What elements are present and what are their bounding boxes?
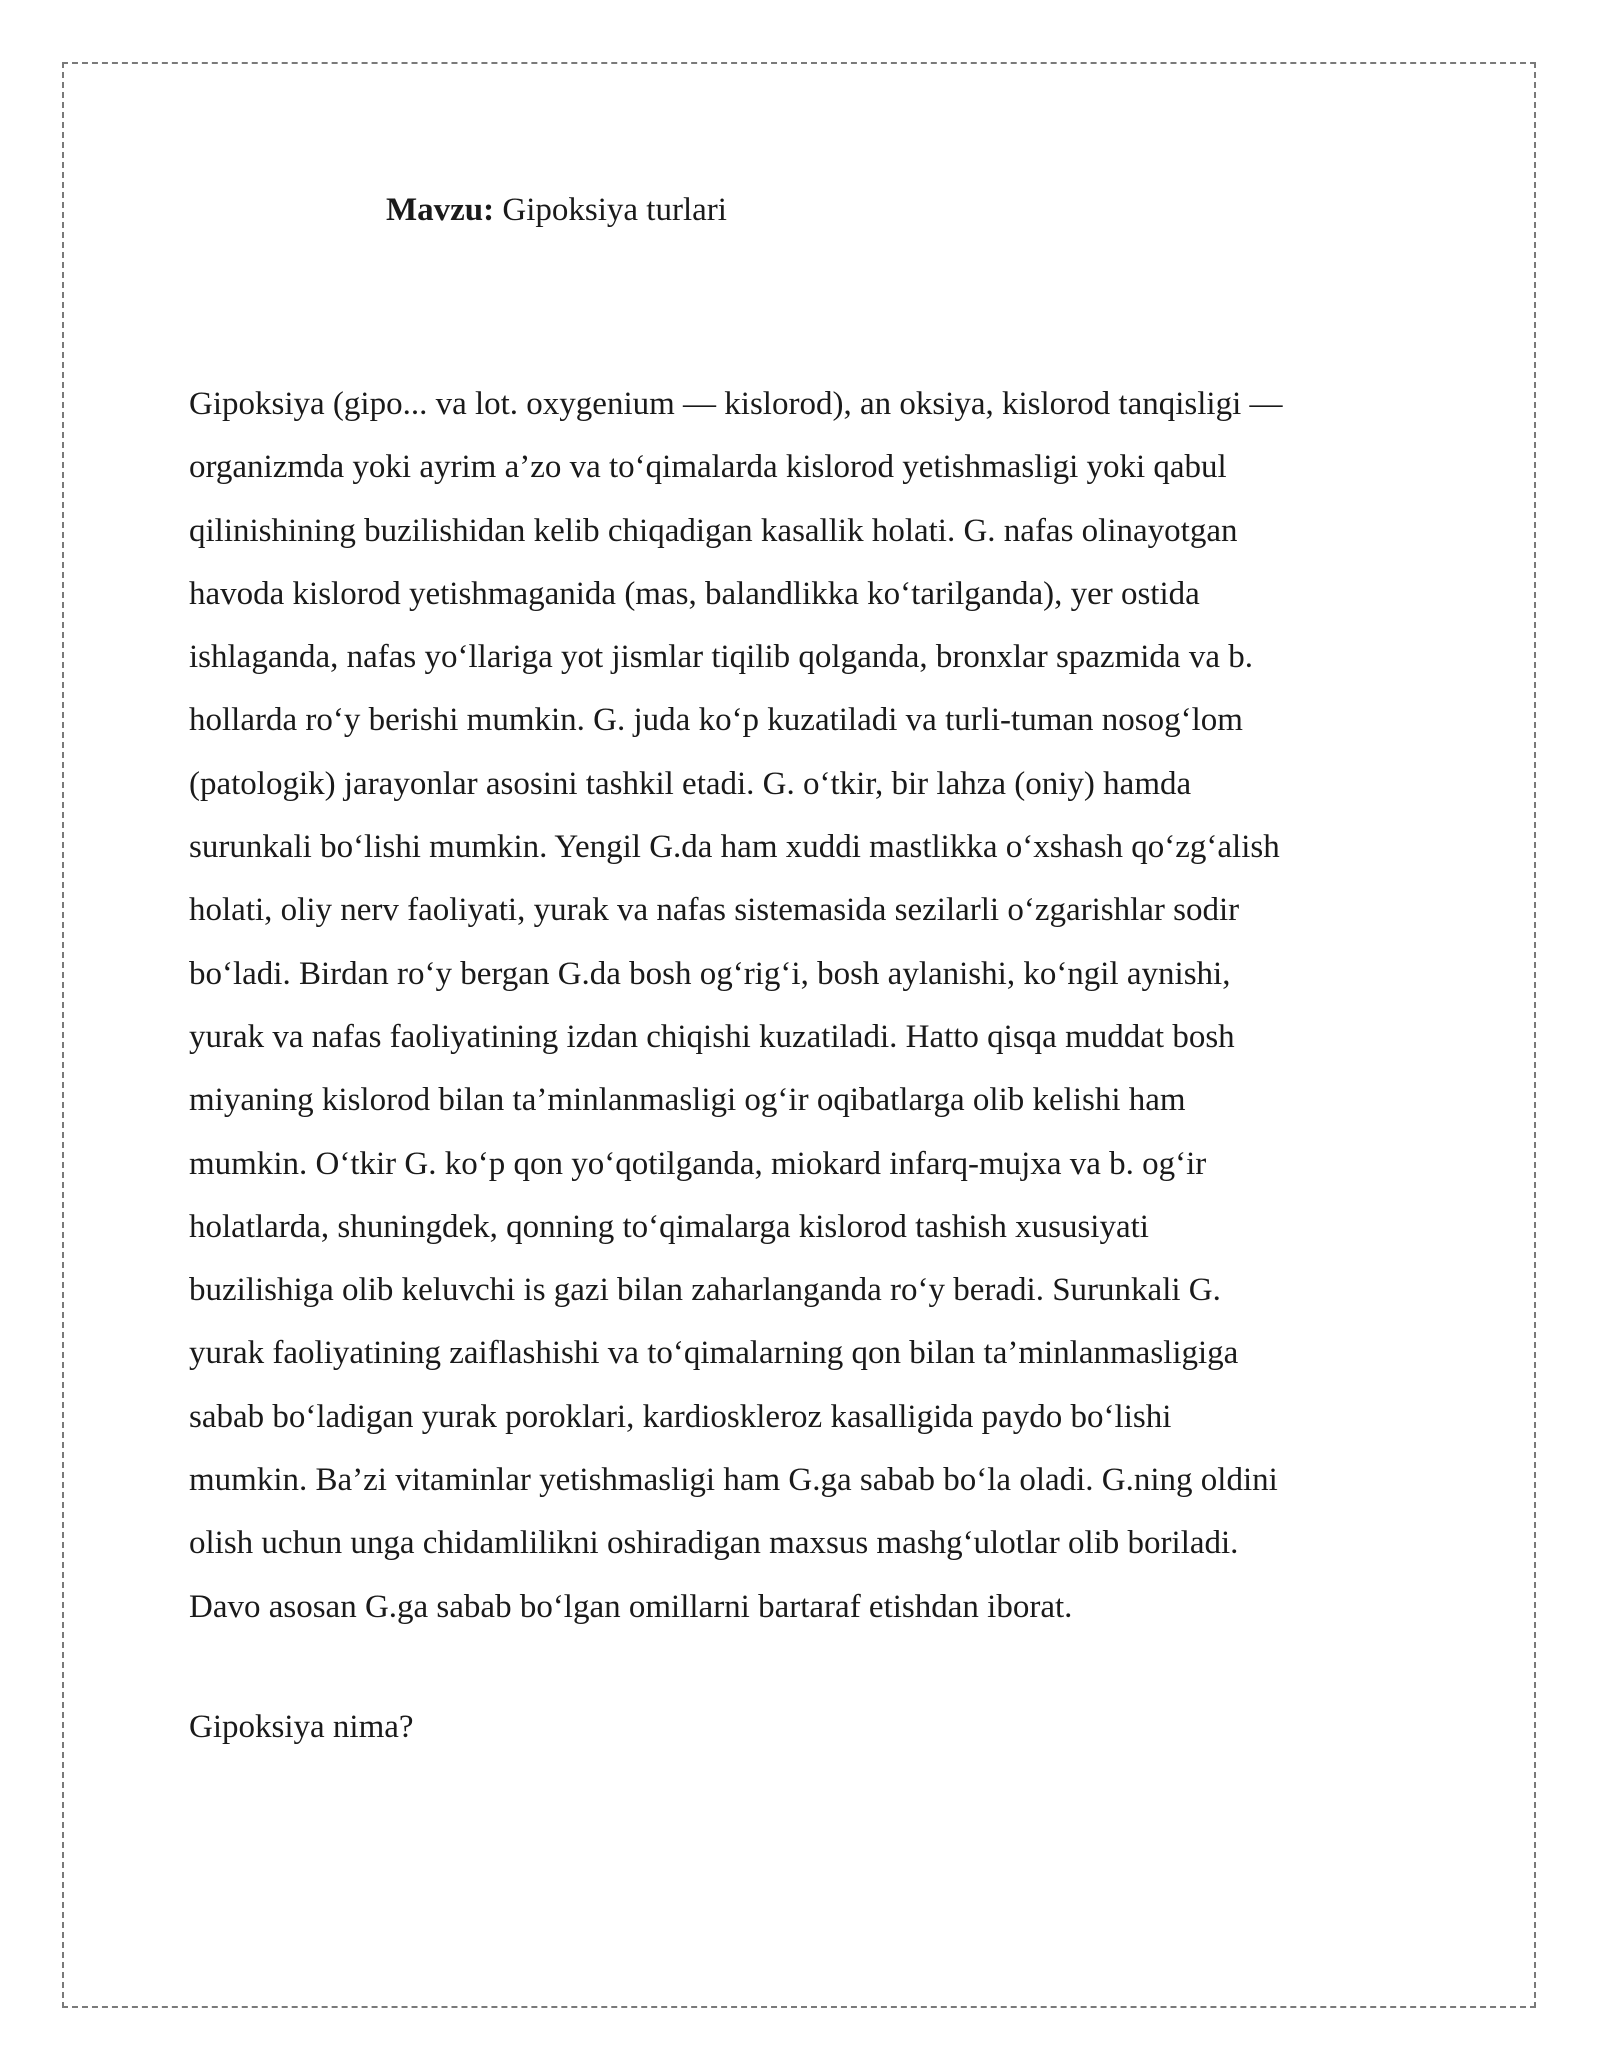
paragraph-line: holatlarda, shuningdek, qonning toʻqimalarga kislorod tashish xususiyati [189, 1208, 1149, 1245]
paragraph-line: hollarda roʻy berishi mumkin. G. juda koʻp kuzatiladi va turli-tuman nosogʻlom [189, 702, 1243, 739]
paragraph-line: mumkin. Ba’zi vitaminlar yetishmasligi ham G.ga sabab boʻla oladi. G.ning oldini [189, 1462, 1278, 1499]
paragraph-line: surunkali boʻlishi mumkin. Yengil G.da ham xuddi mastlikka oʻxshash qoʻzgʻalish [189, 829, 1280, 866]
paragraph-line: Gipoksiya (gipo... va lot. oxygenium — kislorod), an oksiya, kislorod tanqisligi — [189, 386, 1283, 422]
title-label: Mavzu: [386, 192, 495, 228]
paragraph-line: (patologik) jarayonlar asosini tashkil etadi. G. oʻtkir, bir lahza (oniy) hamda [189, 765, 1192, 802]
paragraph-line: olish uchun unga chidamlilikni oshiradigan maxsus mashgʻulotlar olib boriladi. [189, 1525, 1239, 1562]
paragraph-line: buzilishiga olib keluvchi is gazi bilan zaharlanganda roʻy beradi. Surunkali G. [189, 1272, 1221, 1309]
paragraph-line: havoda kislorod yetishmaganida (mas, balandlikka koʻtarilganda), yer ostida [189, 575, 1200, 612]
paragraph-line: sabab boʻladigan yurak poroklari, kardioskleroz kasalligida paydo boʻlishi [189, 1398, 1172, 1435]
title-text: Gipoksiya turlari [494, 192, 727, 228]
question-text: Gipoksiya nima? [189, 1709, 414, 1745]
paragraph-line: qilinishining buzilishidan kelib chiqadigan kasallik holati. G. nafas olinayotgan [189, 512, 1238, 549]
paragraph-line: boʻladi. Birdan roʻy bergan G.da bosh ogʻrigʻi, bosh aylanishi, koʻngil aynishi, [189, 955, 1231, 992]
paragraph-line: ishlaganda, nafas yoʻllariga yot jismlar tiqilib qolganda, bronxlar spazmida va b. [189, 639, 1253, 676]
paragraph-line: miyaning kislorod bilan ta’minlanmasligi ogʻir oqibatlarga olib kelishi ham [189, 1082, 1186, 1119]
body-paragraph [189, 373, 1429, 1639]
paragraph-line: yurak va nafas faoliyatining izdan chiqishi kuzatiladi. Hatto qisqa muddat bosh [189, 1018, 1235, 1055]
paragraph-line: organizmda yoki ayrim a’zo va toʻqimalarda kislorod yetishmasligi yoki qabul [189, 449, 1227, 486]
paragraph-line: Davo asosan G.ga sabab boʻlgan omillarni bartaraf etishdan iborat. [189, 1588, 1073, 1625]
document-title [386, 186, 727, 234]
paragraph-line: holati, oliy nerv faoliyati, yurak va nafas sistemasida sezilarli oʻzgarishlar sodir [189, 892, 1240, 929]
paragraph-line: mumkin. Oʻtkir G. koʻp qon yoʻqotilganda, miokard infarq-mujxa va b. ogʻir [189, 1145, 1207, 1182]
paragraph-line: yurak faoliyatining zaiflashishi va toʻqimalarning qon bilan ta’minlanmasligiga [189, 1335, 1239, 1372]
